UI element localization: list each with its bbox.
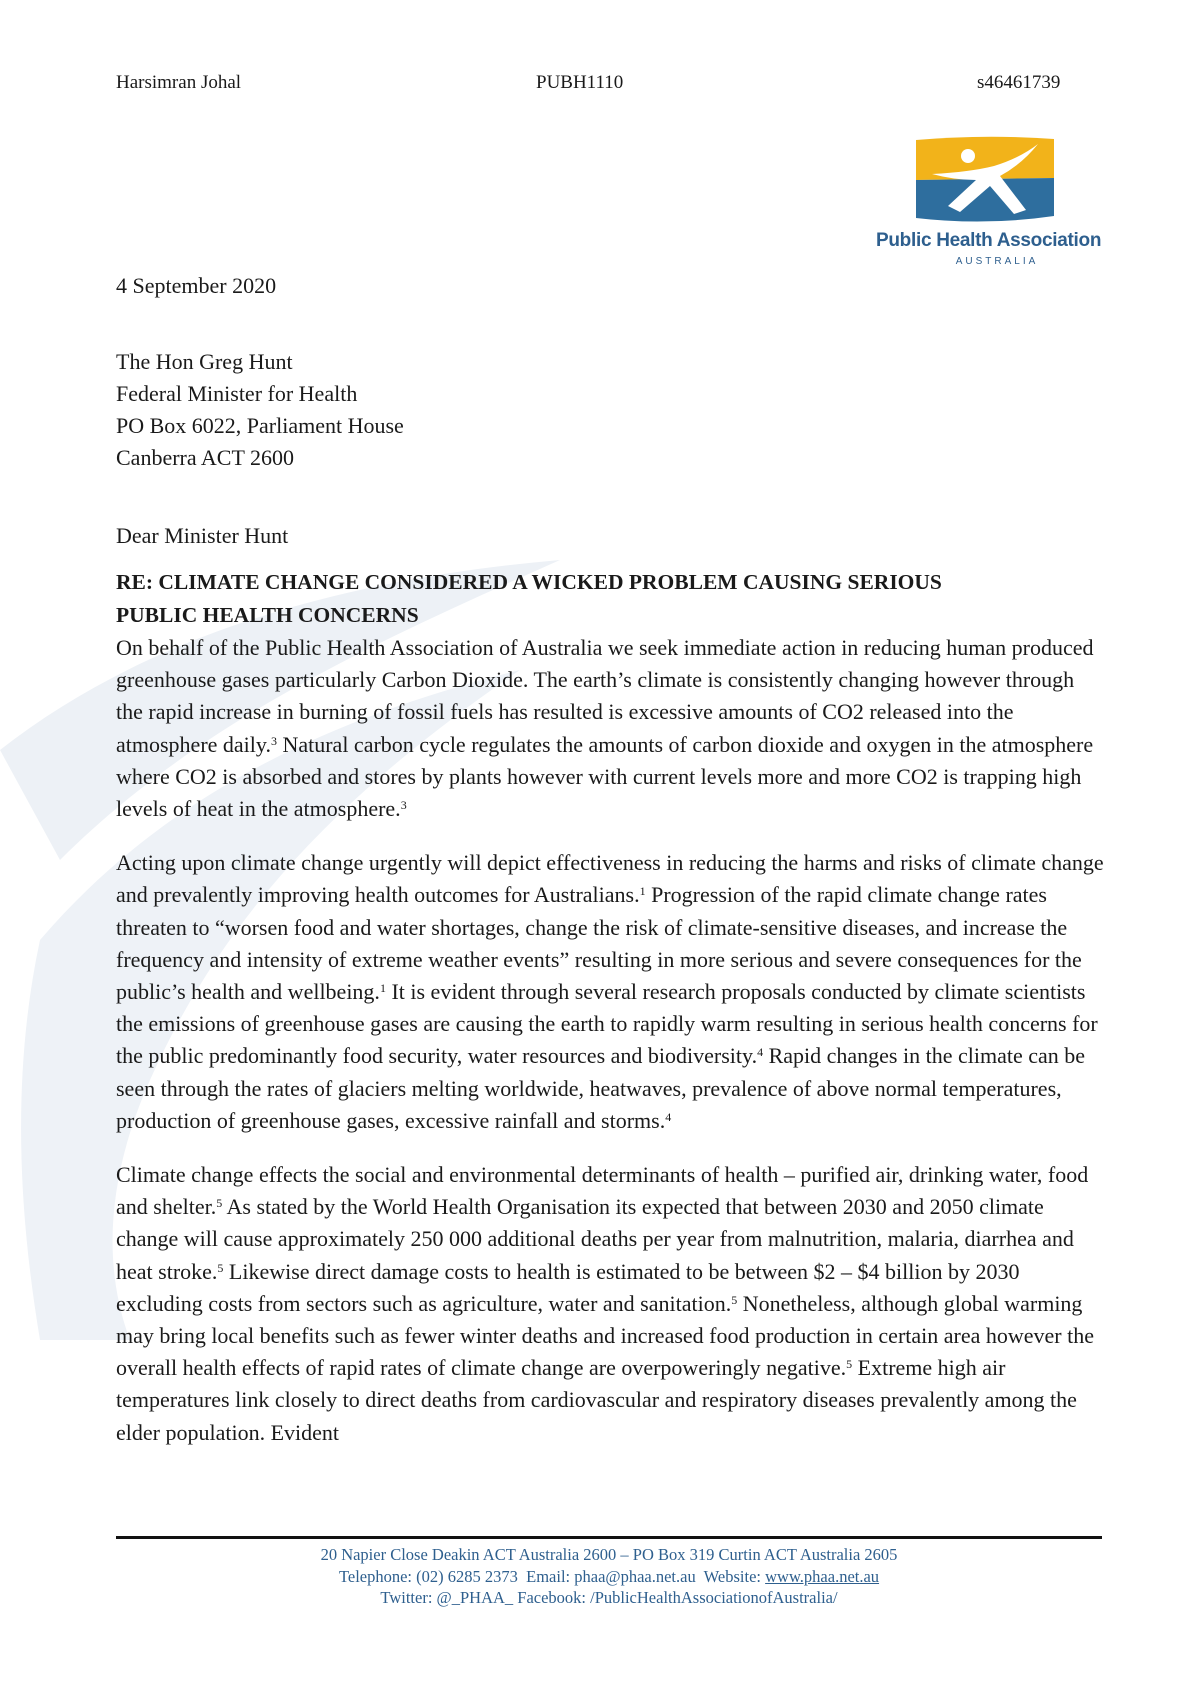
paragraph-text: It is evident through several research proposals conducted by climate scientists the emissions of greenhouse gases are causing the earth to rapidly warm resulting in serious health concerns for the public predominantly food security, water resources and biodiversity. [116,979,1098,1069]
subject-line [116,566,1106,632]
letter-paragraphs [116,632,1106,1449]
phaa-logo [876,134,1102,269]
recipient-address-line1: PO Box 6022, Parliament House [116,413,404,438]
page-footer [116,1544,1102,1609]
paragraph-text: Nonetheless, although global warming may bring local benefits such as fewer winter deaths and increased food production in certain area however the overall health effects of rapid rates of climate change are overpoweringly negative. [116,1290,1095,1381]
body-paragraph-1 [116,632,1106,825]
footer-divider [116,1536,1102,1539]
recipient-title: Federal Minister for Health [116,381,358,406]
citation-marker: 3 [270,733,277,748]
citation-marker: 5 [846,1357,853,1372]
salutation: Dear Minister Hunt [116,523,289,548]
body-paragraph-3 [116,1159,1106,1449]
recipient-name: The Hon Greg Hunt [116,349,293,374]
paragraph-text: Natural carbon cycle regulates the amounts of carbon dioxide and oxygen in the atmosphere where CO2 is absorbed and stores by plants however with current levels more and more CO2 is trapping high levels of heat in the atmosphere. [116,731,1094,822]
footer-email: Email: phaa@phaa.net.au [526,1566,696,1586]
recipient-address [116,346,1106,474]
citation-marker: 1 [379,981,386,996]
phaa-figure-icon [910,134,1060,226]
subject-line-2: PUBLIC HEALTH CONCERNS [116,603,419,627]
paragraph-text: Acting upon climate change urgently will depict effectiveness in reducing the harms and risks of climate change and prevalently improving health outcomes for Australians. [116,850,1104,908]
paragraph-text: Extreme high air temperatures link closely to direct deaths from cardiovascular and respiratory diseases prevalently among the elder population. Evident [116,1355,1077,1445]
paragraph-text: Climate change effects the social and environmental determinants of health – purified air, drinking water, food and shelter. [116,1162,1089,1220]
course-code: PUBH1110 [536,72,624,93]
logo-country: AUSTRALIA [955,256,1039,267]
citation-marker: 4 [665,1109,672,1124]
citation-marker: 5 [731,1292,738,1307]
footer-social: Twitter: @_PHAA_ Facebook: /PublicHealthAssociationofAustralia/ [380,1588,838,1607]
body-paragraph-2 [116,847,1106,1137]
citation-marker: 1 [639,884,646,899]
logo-name: Public Health Association [876,230,1102,251]
paragraph-text: Rapid changes in the climate can be seen through the rates of glaciers melting worldwide, heatwaves, prevalence of above normal temperatures, production of greenhouse gases, excessive rainfall and storms. [116,1043,1086,1133]
citation-marker: 3 [400,798,407,813]
footer-website-link[interactable]: www.phaa.net.au [765,1566,880,1586]
footer-phone: Telephone: (02) 6285 2373 [338,1566,518,1586]
paragraph-text: On behalf of the Public Health Association of Australia we seek immediate action in reducing human produced greenhouse gases particularly Carbon Dioxide. The earth’s climate is consistently changing however through the rapid increase in burning of fossil fuels has resulted is excessive amounts of CO2 released into the atmosphere daily. [116,635,1094,757]
citation-marker: 4 [757,1045,764,1060]
recipient-address-line2: Canberra ACT 2600 [116,445,295,470]
paragraph-text: Likewise direct damage costs to health is estimated to be between $2 – $4 billion by 2030 excluding costs from sectors such as agriculture, water and sanitation. [116,1258,1020,1316]
paragraph-text: Progression of the rapid climate change rates threaten to “worsen food and water shortages, change the risk of climate-sensitive diseases, and increase the frequency and intensity of extreme weather events” resulting in more serious and severe consequences for the public’s health and wellbeing. [116,882,1082,1005]
letter-date: 4 September 2020 [116,273,277,298]
author-name: Harsimran Johal [116,72,242,93]
paragraph-text: As stated by the World Health Organisation its expected that between 2030 and 2050 climate change will cause approximately 250 000 additional deaths per year from malnutrition, malaria, diarrhea and heat stroke. [116,1194,1074,1284]
citation-marker: 5 [217,1260,224,1275]
footer-contact [116,1566,1102,1588]
footer-address: 20 Napier Close Deakin ACT Australia 2600 – PO Box 319 Curtin ACT Australia 2605 [320,1545,898,1564]
subject-line-1: RE: CLIMATE CHANGE CONSIDERED A WICKED PROBLEM CAUSING SERIOUS [116,570,942,594]
citation-marker: 5 [216,1196,223,1211]
letter-body [116,270,1106,1449]
student-id: s46461739 [977,72,1061,93]
footer-website-prefix: Website: [703,1566,761,1586]
